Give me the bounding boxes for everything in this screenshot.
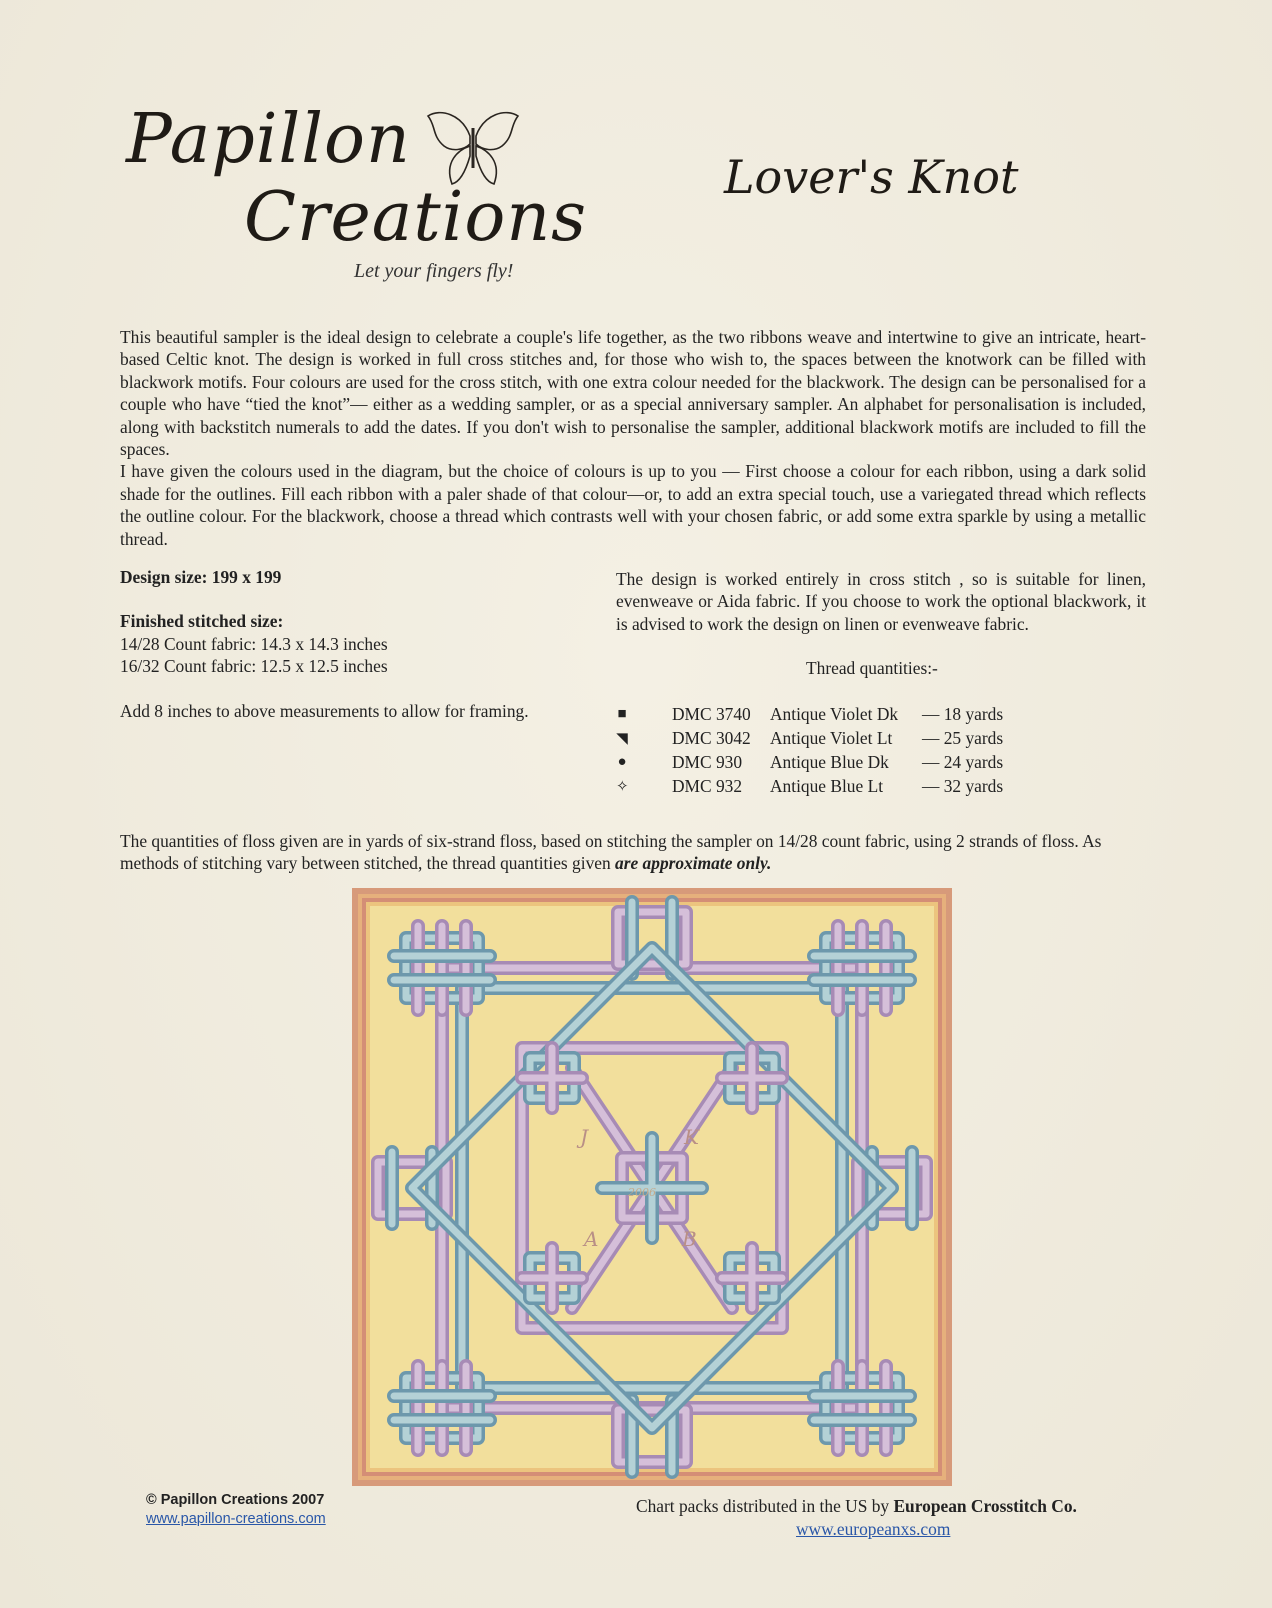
- thread-qty: — 24 yards: [922, 751, 1004, 772]
- distribution-prefix: Chart packs distributed in the US by: [636, 1496, 894, 1516]
- thread-symbol: [616, 706, 672, 723]
- thread-name: Antique Blue Dk: [770, 751, 889, 772]
- brand-tagline: Let your fingers fly!: [354, 260, 514, 282]
- floss-note: [120, 830, 1150, 875]
- sampler-picture: [352, 888, 952, 1486]
- intro-paragraph-2: I have given the colours used in the diagram, but the choice of colours is up to you — First choose a colour for each ribbon, using a dark solid shade for the outlines. Fill each ribbon with a paler shade of that colour—or, to add an extra special touch, use a variegated thread which reflects the outline colour. For the blackwork, choose a thread which contrasts well with your chosen fabric, or add some extra sparkle by using a metallic thread.: [120, 461, 1146, 549]
- four-point-star-icon: ✧: [616, 778, 629, 795]
- distributor-name: European Crosstitch Co.: [893, 1496, 1077, 1516]
- copyright: © Papillon Creations 2007: [146, 1492, 325, 1508]
- corner-triangle-icon: ◥: [616, 730, 628, 747]
- distributor-website-link[interactable]: www.europeanxs.com: [796, 1519, 951, 1539]
- distribution-note: [636, 1496, 1077, 1517]
- framing-note: Add 8 inches to above measurements to allow for framing.: [120, 700, 529, 721]
- thread-row: [616, 702, 1036, 726]
- brand-name-line2: Creations: [244, 178, 588, 257]
- thread-list: [616, 702, 1036, 798]
- monogram-letter-3: A: [584, 1227, 599, 1251]
- monogram-letter-4: B: [682, 1227, 697, 1251]
- thread-name: Antique Violet Lt: [770, 727, 893, 748]
- thread-symbol: [616, 777, 672, 796]
- specs-column: [120, 566, 600, 722]
- monogram-letter-1: J: [580, 1125, 589, 1149]
- spacer: [120, 678, 600, 700]
- brand-logo: [126, 100, 588, 290]
- papillon-website-link[interactable]: www.papillon-creations.com: [146, 1511, 326, 1527]
- thread-symbol: [616, 754, 672, 771]
- thread-qty: — 25 yards: [922, 727, 1004, 748]
- thread-qty: — 32 yards: [922, 775, 1004, 796]
- count-14-28: 14/28 Count fabric: 14.3 x 14.3 inches: [120, 633, 388, 654]
- thread-name: Antique Violet Dk: [770, 703, 899, 724]
- floss-note-body: The quantities of floss given are in yards of six-strand floss, based on stitching the sampler on 14/28 count fabric, using 2 strands of floss. As methods of stitching vary between stitched, the thread quantities given: [120, 831, 1102, 874]
- thread-name: Antique Blue Lt: [770, 775, 884, 796]
- filled-circle-icon: ●: [617, 753, 627, 770]
- filled-square-icon: ■: [617, 705, 627, 722]
- thread-code: DMC 930: [672, 751, 743, 772]
- floss-note-text: [120, 830, 1150, 875]
- fabric-note-column: [616, 568, 1146, 635]
- monogram-letter-2: K: [684, 1125, 699, 1149]
- thread-row: [616, 774, 1036, 798]
- fabric-note: The design is worked entirely in cross stitch , so is suitable for linen, evenweave or Aida fabric. If you choose to work the optional blackwork, it is advised to work the design on linen or evenweave fabric.: [616, 569, 1146, 634]
- thread-symbol: [616, 729, 672, 748]
- monogram-date: 2006: [628, 1186, 656, 1199]
- thread-qty: — 18 yards: [922, 703, 1004, 724]
- design-size: Design size: 199 x 199: [120, 567, 282, 587]
- spacer: [120, 588, 600, 610]
- thread-code: DMC 932: [672, 775, 743, 796]
- design-title: Lover's Knot: [724, 150, 1019, 204]
- brand-name-line1: Papillon: [126, 100, 411, 179]
- thread-code: DMC 3042: [672, 727, 751, 748]
- count-16-32: 16/32 Count fabric: 12.5 x 12.5 inches: [120, 656, 388, 677]
- thread-row: [616, 726, 1036, 750]
- intro-paragraph-1: This beautiful sampler is the ideal design to celebrate a couple's life together, as the two ribbons weave and intertwine to give an intricate, heart-based Celtic knot. The design is worked in full cross stitches and, for those who wish to, the spaces between the knotwork can be filled with blackwork motifs. Four colours are used for the cross stitch, with one extra colour needed for the blackwork. The design can be personalised for a couple who have “tied the knot”— either as a wedding sampler, or as a special anniversary sampler. An alphabet for personalisation is included, along with backstitch numerals to add the dates. If you don't wish to personalise the sampler, additional blackwork motifs are included to fill the spaces.: [120, 327, 1146, 460]
- thread-quantities-heading: Thread quantities:-: [806, 658, 938, 678]
- finished-size-label: Finished stitched size:: [120, 611, 284, 632]
- intro-text: [120, 326, 1146, 550]
- thread-code: DMC 3740: [672, 703, 751, 724]
- floss-note-emphasis: are approximate only.: [615, 853, 772, 874]
- thread-row: [616, 750, 1036, 774]
